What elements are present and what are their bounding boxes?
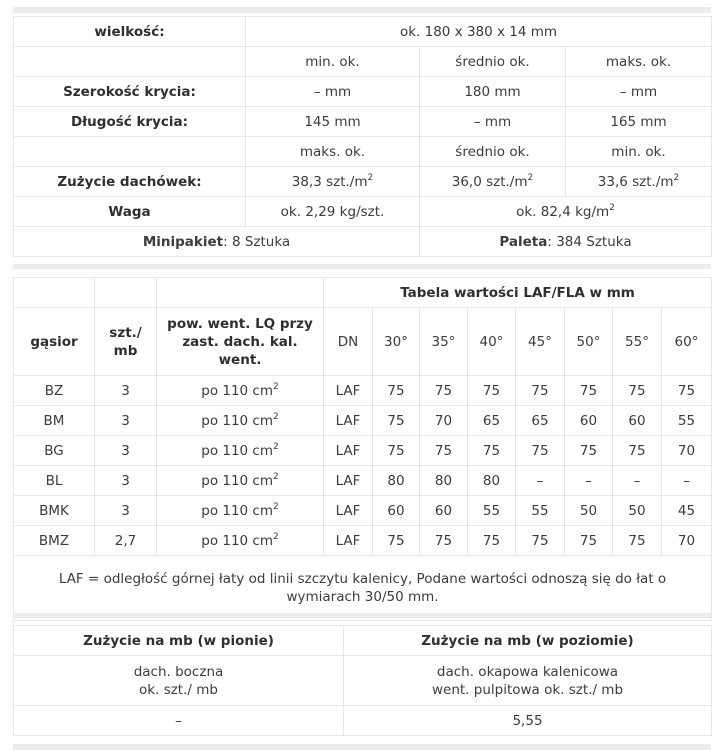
table-row <box>14 526 712 556</box>
col-angle: 45° <box>516 308 565 376</box>
pcs-cell: 3 <box>95 406 157 436</box>
dn-cell: LAF <box>324 376 373 406</box>
tile-usage-avg: 36,0 $szt./m^2$ <box>420 167 566 197</box>
col-pcs: szt./ mb <box>95 308 157 376</box>
consumption-header-row <box>14 626 712 656</box>
coverage-width-max: – mm <box>566 77 712 107</box>
spec-row-packaging <box>14 227 712 257</box>
spec-table <box>13 16 712 257</box>
vent-cell: po 110 $cm^2$ <box>157 406 324 436</box>
value-cell: 60 <box>373 496 420 526</box>
value-cell: – <box>662 466 712 496</box>
table-row <box>14 376 712 406</box>
empty-cell <box>14 278 95 308</box>
usage-range-avg: średnio ok. <box>420 137 566 167</box>
coverage-width-label: Szerokość krycia: <box>14 77 246 107</box>
value-cell: 75 <box>565 376 613 406</box>
size-value: ok. 180 x 380 x 14 mm <box>246 17 712 47</box>
consumption-value-row <box>14 706 712 736</box>
value-cell: 75 <box>565 436 613 466</box>
pcs-cell: 2,7 <box>95 526 157 556</box>
vent-cell: po 110 $cm^2$ <box>157 466 324 496</box>
spec-row-weight <box>14 197 712 227</box>
empty-cell <box>14 47 246 77</box>
range-avg: średnio ok. <box>420 47 566 77</box>
value-cell: 75 <box>373 406 420 436</box>
ridge-cell: BZ <box>14 376 95 406</box>
spec-row-coverage-width <box>14 77 712 107</box>
ridge-cell: BM <box>14 406 95 436</box>
value-cell: 70 <box>662 436 712 466</box>
ridge-cell: BG <box>14 436 95 466</box>
laf-header-row <box>14 308 712 376</box>
usage-range-max: maks. ok. <box>246 137 420 167</box>
value-cell: 75 <box>516 436 565 466</box>
value-cell: – <box>613 466 662 496</box>
value-cell: 50 <box>565 496 613 526</box>
spec-row-tile-usage <box>14 167 712 197</box>
laf-note: LAF = odległość górnej łaty od linii szczytu kalenicy, Podane wartości odnoszą się do łat o wymiarach 30/50 mm. <box>14 556 712 621</box>
value-cell: 75 <box>613 436 662 466</box>
coverage-length-label: Długość krycia: <box>14 107 246 137</box>
value-cell: – <box>516 466 565 496</box>
tile-usage-min: 33,6 $szt./m^2$ <box>566 167 712 197</box>
dn-cell: LAF <box>324 466 373 496</box>
minipack: Minipakiet: 8 Sztuka <box>14 227 420 257</box>
ridge-cell: BMK <box>14 496 95 526</box>
weight-area: ok. 82,4 $kg/m^2$ <box>420 197 712 227</box>
laf-note-row <box>14 556 712 621</box>
value-cell: 80 <box>373 466 420 496</box>
tile-usage-max: 38,3 $szt./m^2$ <box>246 167 420 197</box>
pallet: Paleta: 384 Sztuka <box>420 227 712 257</box>
pcs-cell: 3 <box>95 436 157 466</box>
range-max: maks. ok. <box>566 47 712 77</box>
col-dn: DN <box>324 308 373 376</box>
table-row <box>14 466 712 496</box>
dn-cell: LAF <box>324 436 373 466</box>
col-vent: pow. went. LQ przy zast. dach. kal. went. <box>157 308 324 376</box>
section-divider <box>13 613 711 618</box>
value-cell: 75 <box>662 376 712 406</box>
vertical-value: – <box>14 706 344 736</box>
pcs-cell: 3 <box>95 466 157 496</box>
value-cell: 60 <box>613 406 662 436</box>
spec-row-coverage-length <box>14 107 712 137</box>
horizontal-value: 5,55 <box>344 706 712 736</box>
value-cell: 65 <box>516 406 565 436</box>
laf-title-row <box>14 278 712 308</box>
weight-label: Waga <box>14 197 246 227</box>
col-ridge: gąsior <box>14 308 95 376</box>
horizontal-label: Zużycie na mb (w poziomie) <box>344 626 712 656</box>
value-cell: 55 <box>516 496 565 526</box>
value-cell: 75 <box>373 436 420 466</box>
coverage-length-max: 165 mm <box>566 107 712 137</box>
value-cell: 55 <box>468 496 516 526</box>
value-cell: 75 <box>613 526 662 556</box>
coverage-length-min: 145 mm <box>246 107 420 137</box>
empty-cell <box>95 278 157 308</box>
weight-piece: ok. 2,29 kg/szt. <box>246 197 420 227</box>
value-cell: 75 <box>468 376 516 406</box>
value-cell: 75 <box>420 436 468 466</box>
laf-table <box>13 277 712 621</box>
coverage-width-min: – mm <box>246 77 420 107</box>
ridge-cell: BL <box>14 466 95 496</box>
vertical-desc: dach. boczna ok. szt./ mb <box>14 656 344 706</box>
spec-row-size <box>14 17 712 47</box>
table-row <box>14 436 712 466</box>
vent-cell: po 110 $cm^2$ <box>157 436 324 466</box>
value-cell: 70 <box>420 406 468 436</box>
value-cell: 45 <box>662 496 712 526</box>
top-divider <box>13 7 711 13</box>
dn-cell: LAF <box>324 526 373 556</box>
dn-cell: LAF <box>324 496 373 526</box>
value-cell: 75 <box>565 526 613 556</box>
value-cell: 75 <box>373 376 420 406</box>
empty-cell <box>157 278 324 308</box>
value-cell: 75 <box>373 526 420 556</box>
section-divider <box>13 264 711 269</box>
laf-table-title: Tabela wartości LAF/FLA w mm <box>324 278 712 308</box>
value-cell: 60 <box>565 406 613 436</box>
consumption-desc-row <box>14 656 712 706</box>
size-label: wielkość: <box>14 17 246 47</box>
value-cell: 75 <box>613 376 662 406</box>
consumption-table <box>13 625 712 736</box>
ridge-cell: BMZ <box>14 526 95 556</box>
value-cell: 80 <box>468 466 516 496</box>
range-min: min. ok. <box>246 47 420 77</box>
vent-cell: po 110 $cm^2$ <box>157 496 324 526</box>
col-angle: 55° <box>613 308 662 376</box>
vent-cell: po 110 $cm^2$ <box>157 526 324 556</box>
value-cell: 50 <box>613 496 662 526</box>
value-cell: 75 <box>468 436 516 466</box>
value-cell: 70 <box>662 526 712 556</box>
value-cell: 65 <box>468 406 516 436</box>
tile-usage-label: Zużycie dachówek: <box>14 167 246 197</box>
value-cell: 75 <box>468 526 516 556</box>
col-angle: 50° <box>565 308 613 376</box>
vertical-label: Zużycie na mb (w pionie) <box>14 626 344 656</box>
col-angle: 30° <box>373 308 420 376</box>
col-angle: 40° <box>468 308 516 376</box>
value-cell: 60 <box>420 496 468 526</box>
table-row <box>14 496 712 526</box>
vent-cell: po 110 $cm^2$ <box>157 376 324 406</box>
value-cell: 75 <box>516 376 565 406</box>
spec-row-range <box>14 47 712 77</box>
coverage-width-avg: 180 mm <box>420 77 566 107</box>
value-cell: 80 <box>420 466 468 496</box>
value-cell: – <box>565 466 613 496</box>
horizontal-desc: dach. okapowa kalenicowa went. pulpitowa ok. szt./ mb <box>344 656 712 706</box>
value-cell: 75 <box>516 526 565 556</box>
spec-row-usage-range <box>14 137 712 167</box>
value-cell: 75 <box>420 526 468 556</box>
col-angle: 35° <box>420 308 468 376</box>
pcs-cell: 3 <box>95 376 157 406</box>
dn-cell: LAF <box>324 406 373 436</box>
value-cell: 55 <box>662 406 712 436</box>
col-angle: 60° <box>662 308 712 376</box>
pcs-cell: 3 <box>95 496 157 526</box>
empty-cell <box>14 137 246 167</box>
table-row <box>14 406 712 436</box>
value-cell: 75 <box>420 376 468 406</box>
usage-range-min: min. ok. <box>566 137 712 167</box>
bottom-divider <box>13 744 711 750</box>
coverage-length-avg: – mm <box>420 107 566 137</box>
